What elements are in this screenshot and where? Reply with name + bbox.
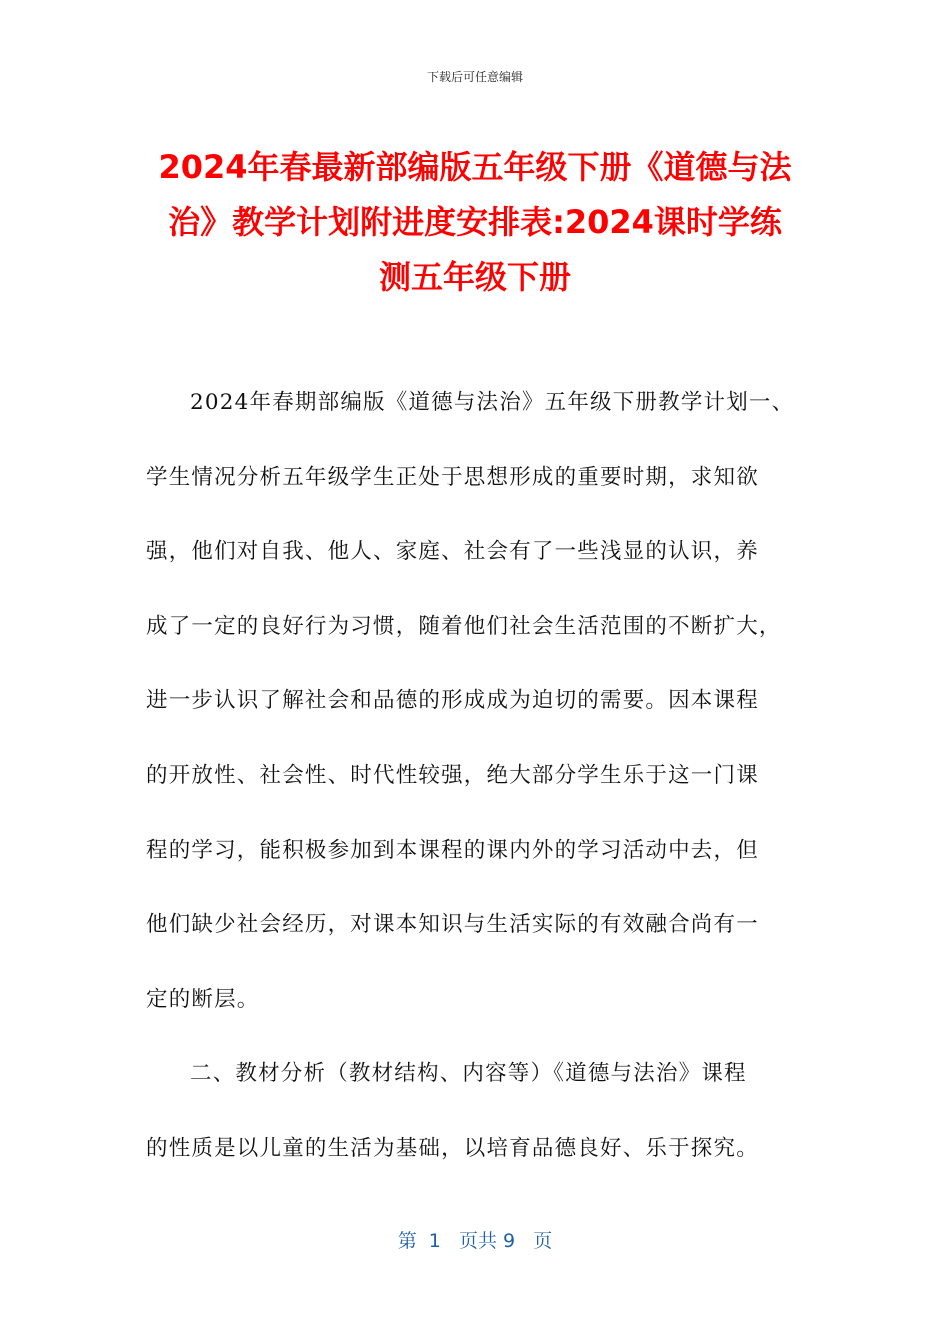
document-title <box>120 140 830 305</box>
body-line: 二、教材分析（教材结构、内容等）《道德与法治》课程 <box>190 1061 747 1087</box>
title-line-2: 治》教学计划附进度安排表:2024课时学练 <box>168 203 782 241</box>
body-line: 定的断层。 <box>146 986 260 1012</box>
body-line: 程的学习，能积极参加到本课程的课内外的学习活动中去，但 <box>146 837 759 863</box>
body-line: 2024年春期部编版《道德与法治》五年级下册教学计划一、 <box>190 390 795 415</box>
document-body <box>146 366 816 1187</box>
body-line: 成了一定的良好行为习惯，随着他们社会生活范围的不断扩大， <box>146 613 782 639</box>
body-line: 进一步认识了解社会和品德的形成成为迫切的需要。因本课程 <box>146 688 759 714</box>
body-line: 他们缺少社会经历，对课本知识与生活实际的有效融合尚有一 <box>146 912 759 938</box>
body-line: 的性质是以儿童的生活为基础，以培育品德良好、乐于探究。 <box>146 1135 759 1161</box>
body-line: 的开放性、社会性、时代性较强，绝大部分学生乐于这一门课 <box>146 762 759 788</box>
header-note: 下载后可任意编辑 <box>426 70 523 84</box>
body-line: 强，他们对自我、他人、家庭、社会有了一些浅显的认识，养 <box>146 539 759 565</box>
title-line-3: 测五年级下册 <box>378 258 571 296</box>
page-number-footer: 第 1 页共 9 页 <box>397 1230 553 1252</box>
body-line: 学生情况分析五年级学生正处于思想形成的重要时期，求知欲 <box>146 464 759 490</box>
title-line-1: 2024年春最新部编版五年级下册《道德与法 <box>158 148 792 186</box>
